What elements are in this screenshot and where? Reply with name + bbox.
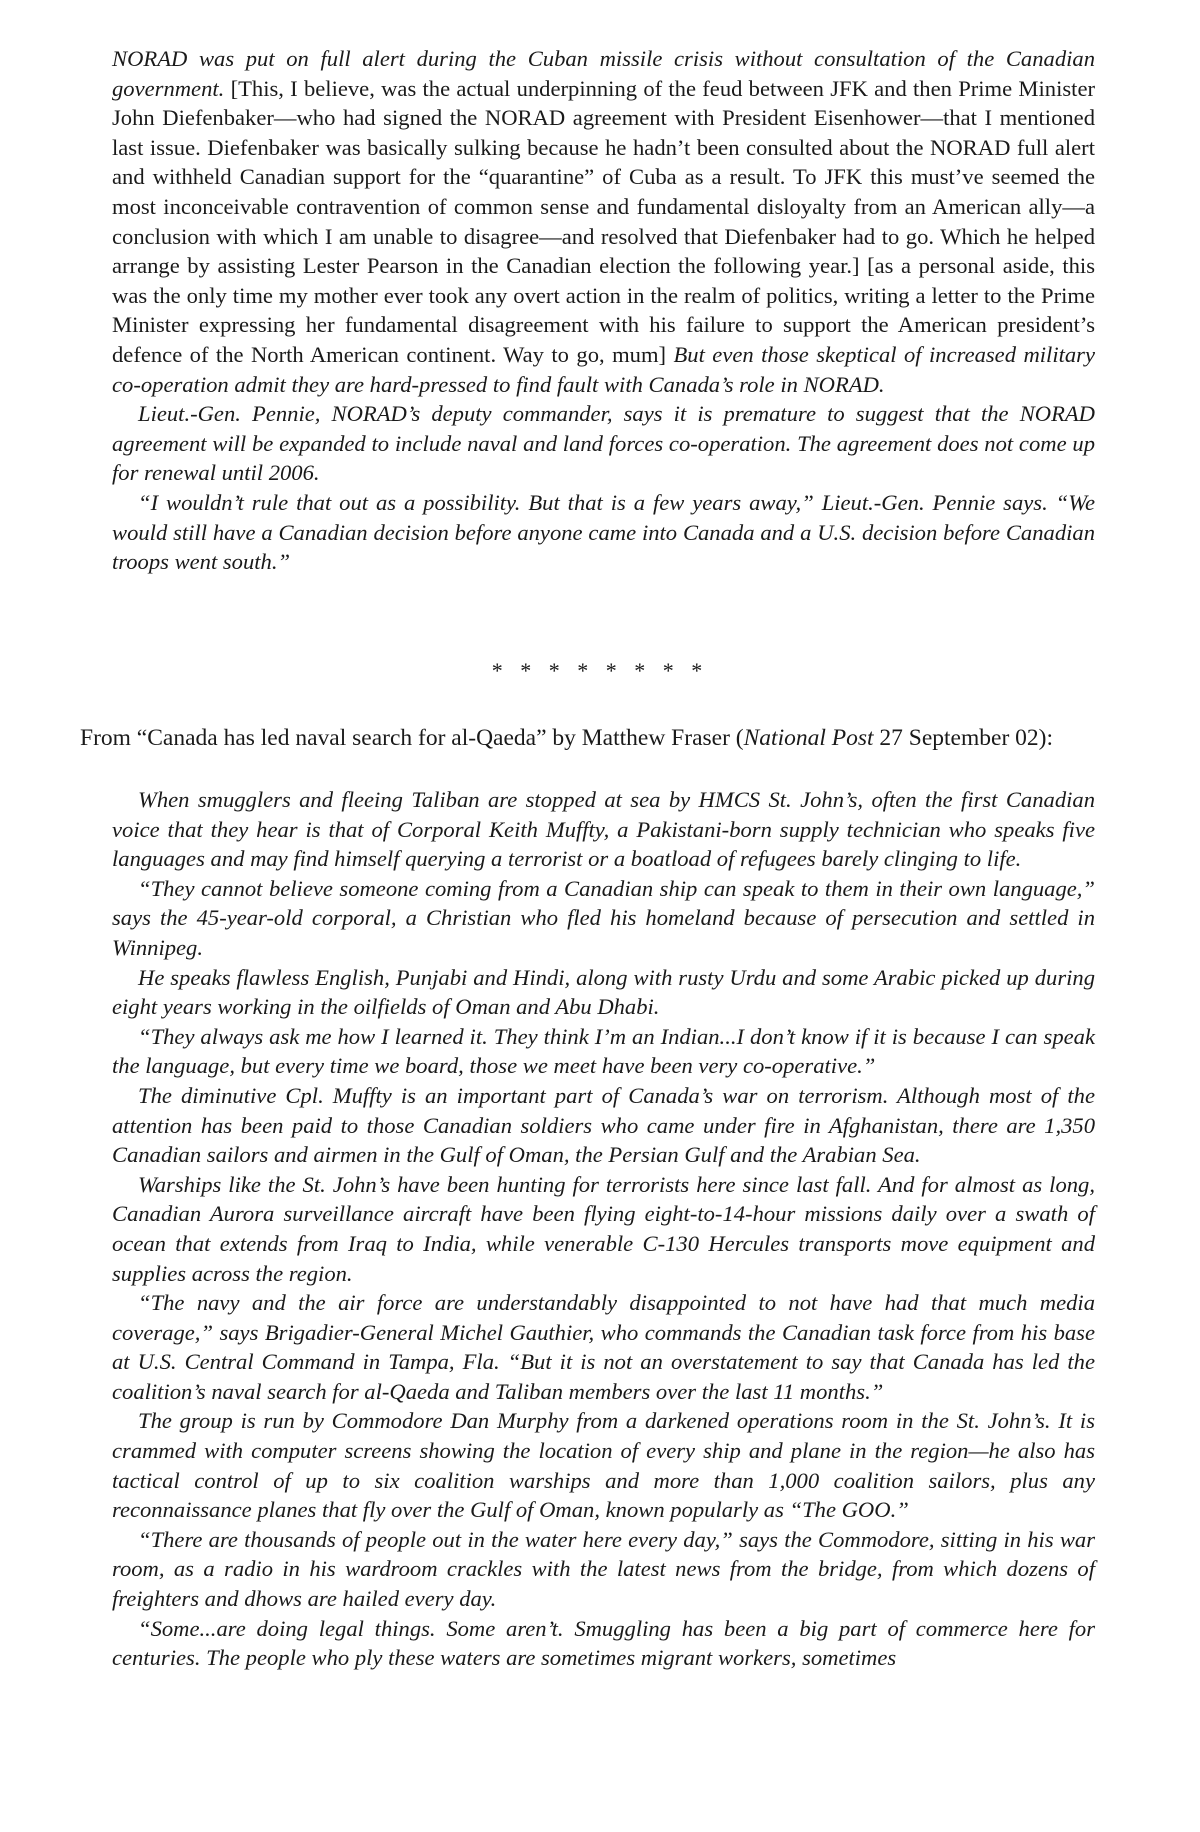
article-paragraph: Warships like the St. John’s have been hunting for terrorists here since last fall. And for almost as long, Canadian Aurora surveillance aircraft have been flying eight-to-14-hour missions daily over a swath of ocean that extends from Iraq to India, while venerable C-130 Hercules transports move equipment and supplies across the region.: [112, 1171, 1095, 1286]
article-paragraph: The diminutive Cpl. Muffty is an important part of Canada’s war on terrorism. Although most of the attention has been paid to those Canadian soldiers who came under fire in Afghanistan, there are 1,350 Canadian sailors and airmen in the Gulf of Oman, the Persian Gulf and the Arabian Sea.: [112, 1082, 1095, 1168]
article-paragraph: He speaks flawless English, Punjabi and Hindi, along with rusty Urdu and some Arabic picked up during eight years working in the oilfields of Oman and Abu Dhabi.: [112, 964, 1095, 1020]
article-paragraph: When smugglers and fleeing Taliban are stopped at sea by HMCS St. John’s, often the first Canadian voice that they hear is that of Corporal Keith Muffty, a Pakistani-born supply technician who speaks five languages and may find himself querying a terrorist or a boatload of refugees barely clinging to life.: [112, 787, 1095, 872]
continuation-paragraph-1: [112, 44, 1095, 399]
article-paragraph: “The navy and the air force are understandably disappointed to not have had that much media coverage,” says Brigadier-General Michel Gauthier, who commands the Canadian task force from his base at U.S. Central Command in Tampa, Fla. “But it is not an overstatement to say that Canada has led the coalition’s naval search for al-Qaeda and Taliban members over the last 11 months.”: [112, 1290, 1095, 1404]
article-quotation: [112, 785, 1095, 1673]
article-paragraph: The group is run by Commodore Dan Murphy from a darkened operations room in the St. John’s. It is crammed with computer screens showing the location of every ship and plane in the region—he also has tactical control of up to six coalition warships and more than 1,000 coalition sailors, plus any reconnaissance planes that fly over the Gulf of Oman, known popularly as “The GOO.”: [112, 1408, 1095, 1523]
continuation-paragraph-2: Lieut.-Gen. Pennie, NORAD’s deputy commander, says it is premature to suggest that the NORAD agreement will be expanded to include naval and land forces co-operation. The agreement does not come up for renewal until 2006.: [112, 401, 1095, 486]
source-suffix: 27 September 02):: [873, 725, 1054, 751]
article-paragraph: “Some...are doing legal things. Some aren’t. Smuggling has been a big part of commerce here for centuries. The people who ply these waters are sometimes migrant workers, sometimes: [112, 1615, 1095, 1671]
article-paragraph: “They cannot believe someone coming from a Canadian ship can speak to them in their own language,” says the 45-year-old corporal, a Christian who fled his homeland because of persecution and settled in Winnipeg.: [112, 875, 1095, 960]
article-paragraph: “There are thousands of people out in the water here every day,” says the Commodore, sitting in his war room, as a radio in his wardroom crackles with the latest news from the bridge, from which dozens of freighters and dhows are hailed every day.: [112, 1526, 1095, 1612]
quoted-text-norad-alert: NORAD was put on full alert during the Cuban missile crisis without consultation of the Canadian government.: [112, 46, 1095, 101]
article-paragraph: “They always ask me how I learned it. They think I’m an Indian...I don’t know if it is because I can speak the language, but every time we board, those we meet have been very co-operative.”: [112, 1023, 1095, 1079]
source-prefix: From “Canada has led naval search for al-Qaeda” by Matthew Fraser (: [80, 725, 744, 751]
source-publication: National Post: [743, 725, 874, 751]
editorial-aside: [This, I believe, was the actual underpinning of the feud between JFK and then Prime Minister John Diefenbaker—who had signed the NORAD agreement with President Eisenhower—that I mentioned last issue. Diefenbaker was basically sulking because he hadn’t been consulted about the NORAD full alert and withheld Canadian support for the “quarantine” of Cuba as a result. To JFK this must’ve seemed the most inconceivable contravention of common sense and fundamental disloyalty from an American ally—a conclusion with which I am unable to disagree—and resolved that Diefenbaker had to go. Which he helped arrange by assisting Lester Pearson in the Canadian election the following year.] [as a personal aside, this was the only time my mother ever took any overt action in the realm of politics, writing a letter to the Prime Minister expressing her fundamental disagreement with his failure to support the American president’s defence of the North American continent. Way to go, mum]: [112, 75, 1095, 367]
continued-quotation: [112, 44, 1095, 577]
continuation-paragraph-3: “I wouldn’t rule that out as a possibility. But that is a few years away,” Lieut.-Gen. Pennie says. “We would still have a Canadian decision before anyone came into Canada and a U.S. decision before Canadian troops went south.”: [112, 489, 1095, 575]
section-separator: * * * * * * * *: [491, 658, 709, 683]
source-citation: [80, 723, 1130, 753]
quoted-text-skeptical: But even those skeptical of increased military co-operation admit they are hard-pressed to find fault with Canada’s role in NORAD.: [112, 341, 1095, 397]
